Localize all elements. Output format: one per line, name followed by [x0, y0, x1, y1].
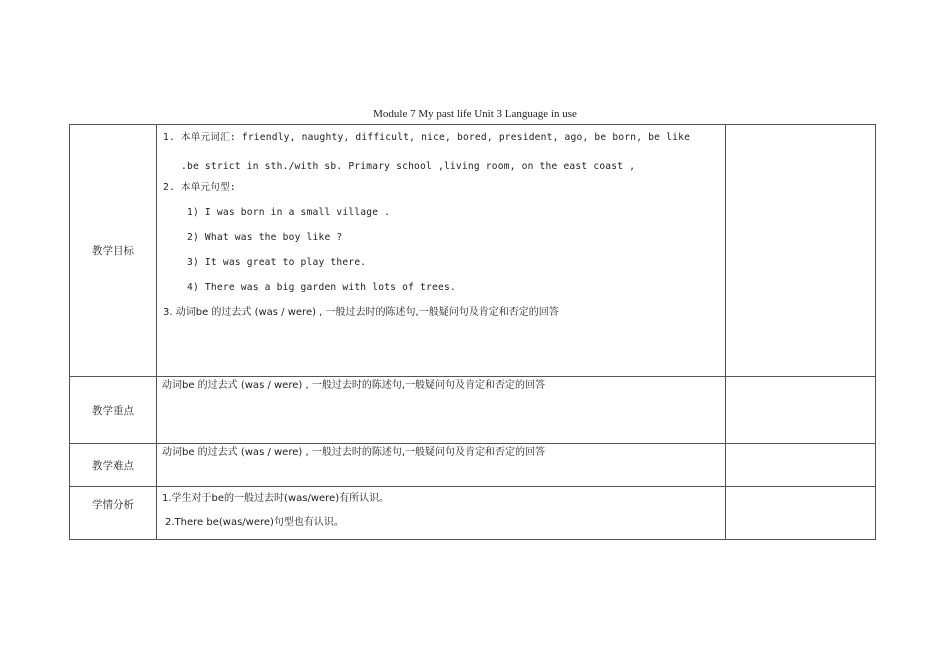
sentence-3: 3) It was great to play there. — [187, 257, 367, 268]
notes-analysis — [726, 487, 876, 540]
key-points-text: 动词be 的过去式 (was / were) , 一般过去时的陈述句,一般疑问句及肯定和否定的回答 — [162, 380, 545, 391]
row-analysis — [70, 487, 876, 540]
vocab-line-1: 1. 本单元词汇: friendly, naughty, difficult, nice, bored, president, ago, be born, be like — [163, 132, 691, 143]
document-title: Module 7 My past life Unit 3 Language in use — [373, 108, 577, 120]
sentence-4: 4) There was a big garden with lots of trees. — [187, 282, 456, 293]
row-key-points — [70, 377, 876, 444]
row-difficulties — [70, 444, 876, 487]
difficulties-text: 动词be 的过去式 (was / were) , 一般过去时的陈述句,一般疑问句及肯定和否定的回答 — [162, 447, 545, 458]
label-difficulties: 教学难点 — [70, 444, 157, 487]
content-objectives — [157, 125, 726, 377]
label-key-points: 教学重点 — [70, 377, 157, 444]
vocab-line-2: .be strict in sth./with sb. Primary school ,living room, on the east coast , — [181, 161, 636, 172]
content-key-points — [157, 377, 726, 444]
label-analysis: 学情分析 — [70, 487, 157, 540]
grammar-line: 3. 动词be 的过去式 (was / were) , 一般过去时的陈述句,一般疑问句及肯定和否定的回答 — [163, 307, 559, 318]
notes-key-points — [726, 377, 876, 444]
analysis-line-1: 1.学生对于be的一般过去时(was/were)有所认识。 — [162, 493, 390, 504]
sentence-heading: 2. 本单元句型: — [163, 182, 236, 193]
content-difficulties — [157, 444, 726, 487]
row-objectives — [70, 125, 876, 377]
sentence-2: 2) What was the boy like ? — [187, 232, 343, 243]
content-analysis — [157, 487, 726, 540]
notes-difficulties — [726, 444, 876, 487]
label-objectives: 教学目标 — [70, 125, 157, 377]
analysis-line-2: 2.There be(was/were)句型也有认识。 — [165, 517, 344, 528]
sentence-1: 1) I was born in a small village . — [187, 207, 391, 218]
lesson-plan-table — [69, 124, 876, 540]
